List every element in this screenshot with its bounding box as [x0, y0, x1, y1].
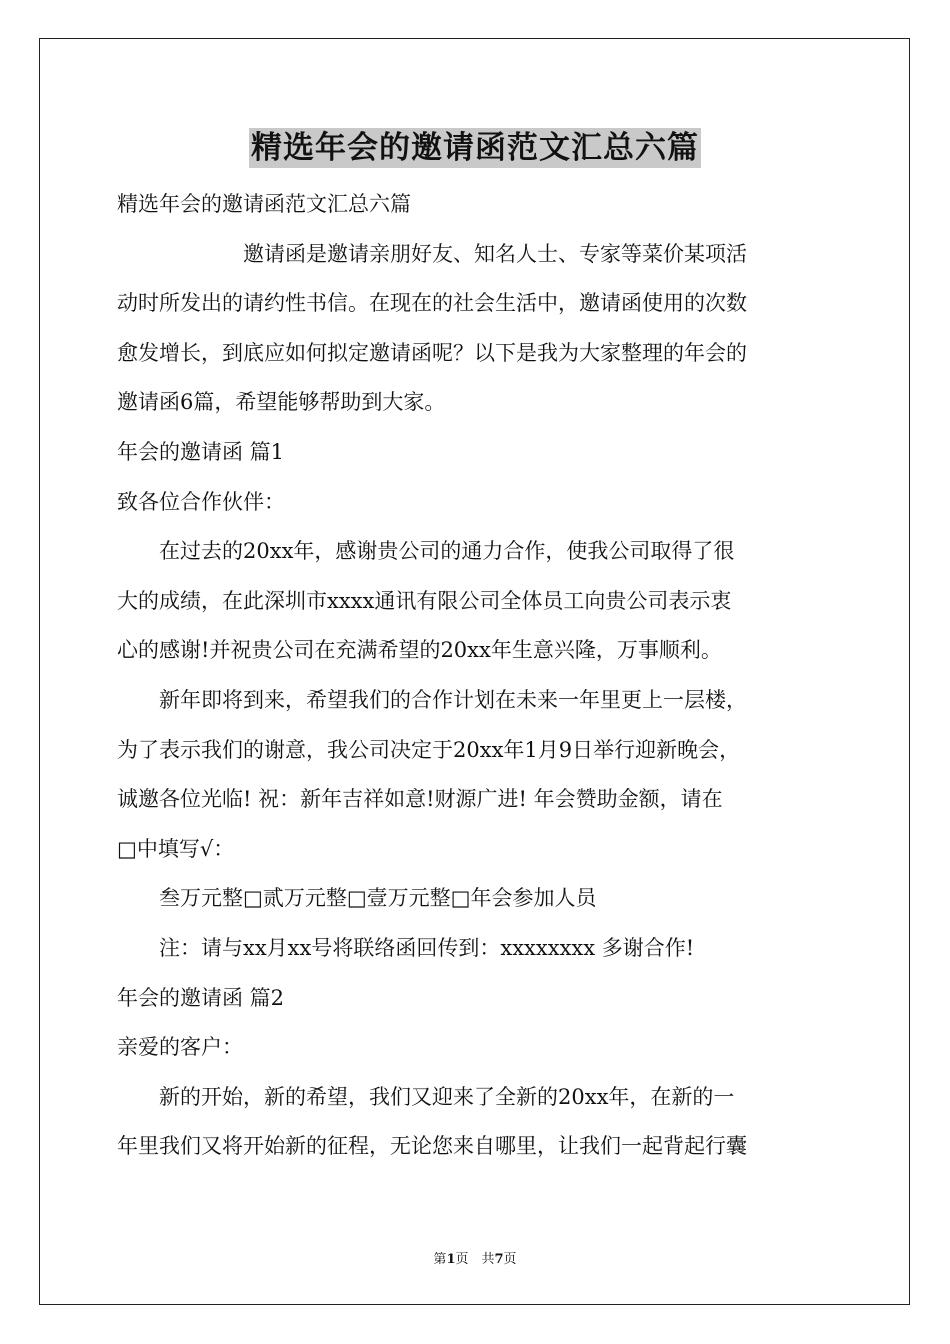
paragraph-line: 诚邀各位光临! 祝：新年吉祥如意!财源广进! 年会赞助金额，请在 — [117, 787, 723, 812]
total-pages: 7 — [494, 1252, 504, 1267]
paragraph-line: 邀请函是邀请亲朋好友、知名人士、专家等菜价某项活 — [117, 241, 747, 266]
document-title: 精选年会的邀请函范文汇总六篇 — [251, 130, 699, 166]
paragraph-line: 邀请函6篇，希望能够帮助到大家。 — [117, 390, 446, 415]
page-footer — [0, 1248, 950, 1267]
salutation: 致各位合作伙伴： — [117, 489, 285, 514]
paragraph-line: 动时所发出的请约性书信。在现在的社会生活中，邀请函使用的次数 — [117, 291, 747, 316]
paragraph-line: 心的感谢!并祝贵公司在充满希望的20xx年生意兴隆，万事顺利。 — [117, 638, 722, 663]
paragraph-line: 新的开始，新的希望，我们又迎来了全新的20xx年，在新的一 — [117, 1084, 735, 1109]
footer-suffix: 页 — [503, 1252, 517, 1267]
paragraph-line: 叁万元整□贰万元整□壹万元整□年会参加人员 — [117, 886, 597, 911]
document-body — [117, 180, 833, 1172]
page-number: 1 — [446, 1252, 456, 1267]
subtitle-line: 精选年会的邀请函范文汇总六篇 — [117, 192, 411, 216]
paragraph-line: 注：请与xx月xx号将联络函回传到：xxxxxxxx 多谢合作! — [117, 935, 695, 960]
paragraph-line: 为了表示我们的谢意，我公司决定于20xx年1月9日举行迎新晚会， — [117, 737, 741, 762]
section-heading: 年会的邀请函 篇2 — [117, 985, 285, 1010]
paragraph-line: 新年即将到来，希望我们的合作计划在未来一年里更上一层楼， — [117, 687, 747, 712]
footer-mid: 页 共 — [455, 1252, 495, 1267]
paragraph-line: □中填写√： — [117, 836, 235, 861]
salutation: 亲爱的客户： — [117, 1035, 243, 1060]
footer-prefix: 第 — [433, 1252, 447, 1267]
title-container — [0, 128, 950, 168]
paragraph-line: 愈发增长，到底应如何拟定邀请函呢？以下是我为大家整理的年会的 — [117, 340, 747, 365]
paragraph-line: 年里我们又将开始新的征程，无论您来自哪里，让我们一起背起行囊 — [117, 1134, 747, 1159]
section-heading: 年会的邀请函 篇1 — [117, 439, 285, 464]
paragraph-line: 大的成绩，在此深圳市xxxx通讯有限公司全体员工向贵公司表示衷 — [117, 588, 732, 613]
paragraph-line: 在过去的20xx年，感谢贵公司的通力合作，使我公司取得了很 — [117, 539, 735, 564]
